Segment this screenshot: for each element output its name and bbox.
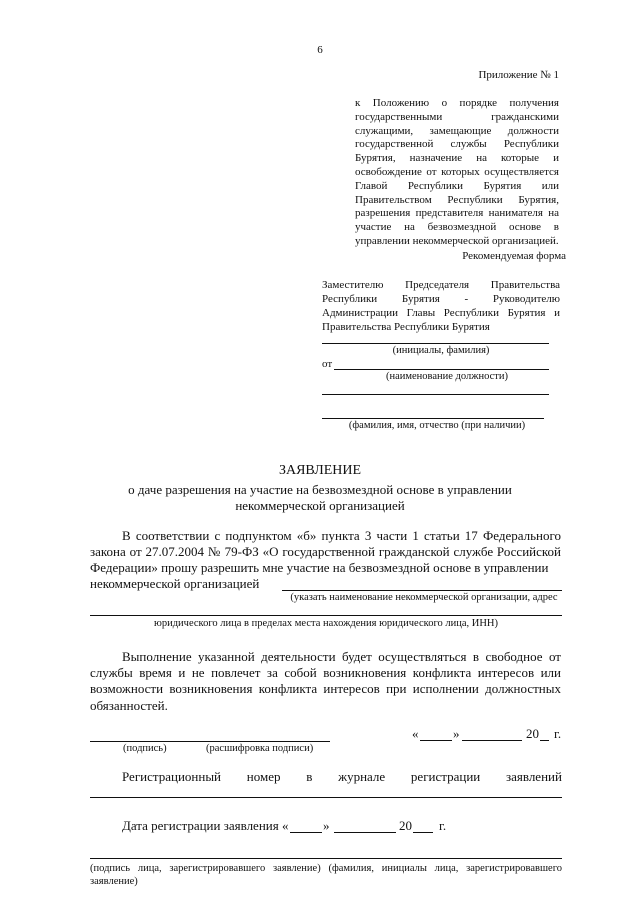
date-open-quote: « [412, 726, 419, 741]
reg-date-close-quote: » [323, 818, 330, 833]
reg-word-3: в [306, 769, 313, 784]
position-caption: (наименование должности) [385, 371, 509, 382]
date-year-prefix: 20 [526, 726, 539, 741]
fio-caption: (фамилия, имя, отчество (при наличии) [348, 420, 526, 431]
position-line [334, 369, 549, 370]
position-line-2 [322, 394, 549, 395]
organization-name-line [282, 590, 562, 591]
date-year-suffix: г. [554, 726, 562, 741]
organization-caption-1: (указать наименование некоммерческой организации, адрес [290, 592, 558, 603]
footer-caption: (подпись лица, зарегистрировавшего заявление) (фамилия, инициалы лица, зарегистрировавшего заявление) [90, 863, 562, 887]
reg-word-4: журнале [338, 769, 386, 784]
recommended-form-label: Рекомендуемая форма [462, 250, 566, 262]
date-close-quote: » [453, 726, 460, 741]
reg-date-day-line [290, 832, 322, 833]
registration-number-label [122, 769, 562, 785]
reg-word-1: Регистрационный [122, 769, 222, 784]
fio-line [322, 418, 544, 419]
reg-date-year-suffix: г. [439, 818, 447, 833]
reg-word-6: заявлений [505, 769, 562, 784]
signature-caption: (подпись) [123, 743, 167, 754]
appendix-text: к Положению о порядке получения государственными гражданскими служащими, замещающие должности государственной службы Республики Бурятия, назначение на которые и освобождение от которых осуществляется Главой Республики Бурятия или Правительством Республики Бурятия, разрешения представителя нанимателя на участие на безвозмездной основе в управлении некоммерческой организацией. [355, 97, 559, 247]
footer-signature-line [90, 858, 562, 859]
paragraph-request: В соответствии с подпунктом «б» пункта 3 части 1 статьи 17 Федерального закона от 27.07.2004 № 79-ФЗ «О государственной гражданской службе Российской Федерации» прошу разрешить мне участие на безвозмездной основе в управлении [90, 528, 561, 576]
organization-address-line [90, 615, 562, 616]
reg-word-2: номер [246, 769, 281, 784]
page-number: 6 [317, 44, 323, 56]
date-day-line [420, 740, 452, 741]
reg-word-5: регистрации [410, 769, 481, 784]
signature-line [90, 741, 330, 742]
document-subtitle-line1: о даче разрешения на участие на безвозмездной основе в управлении [128, 482, 512, 497]
organization-caption-2: юридического лица в пределах места нахождения юридического лица, ИНН) [154, 618, 498, 629]
reg-date-month-line [334, 832, 396, 833]
reg-date-year-prefix: 20 [399, 818, 412, 833]
appendix-title: Приложение № 1 [478, 69, 559, 81]
date-month-line [462, 740, 522, 741]
registration-number-line [90, 797, 562, 798]
registration-date-label: Дата регистрации заявления « [122, 818, 289, 833]
document-title: ЗАЯВЛЕНИЕ [278, 463, 362, 478]
signature-decoding-caption: (расшифровка подписи) [206, 743, 314, 754]
from-label: от [322, 358, 333, 370]
reg-date-year-line [413, 832, 433, 833]
initials-line [322, 343, 549, 344]
addressee-text: Заместителю Председателя Правительства Республики Бурятия - Руководителю Администрации Главы Республики Бурятия и Правительства Республики Бурятия [322, 279, 560, 333]
paragraph-statement: Выполнение указанной деятельности будет осуществляться в свободное от службы время и не повлечет за собой возникновения конфликта интересов или возможности возникновения конфликта интересов при исполнении должностных обязанностей. [90, 649, 561, 713]
document-subtitle-line2: некоммерческой организацией [235, 498, 405, 513]
date-year-line [540, 740, 549, 741]
paragraph-request-last-line: некоммерческой организацией [90, 576, 260, 591]
initials-caption: (инициалы, фамилия) [392, 345, 490, 356]
